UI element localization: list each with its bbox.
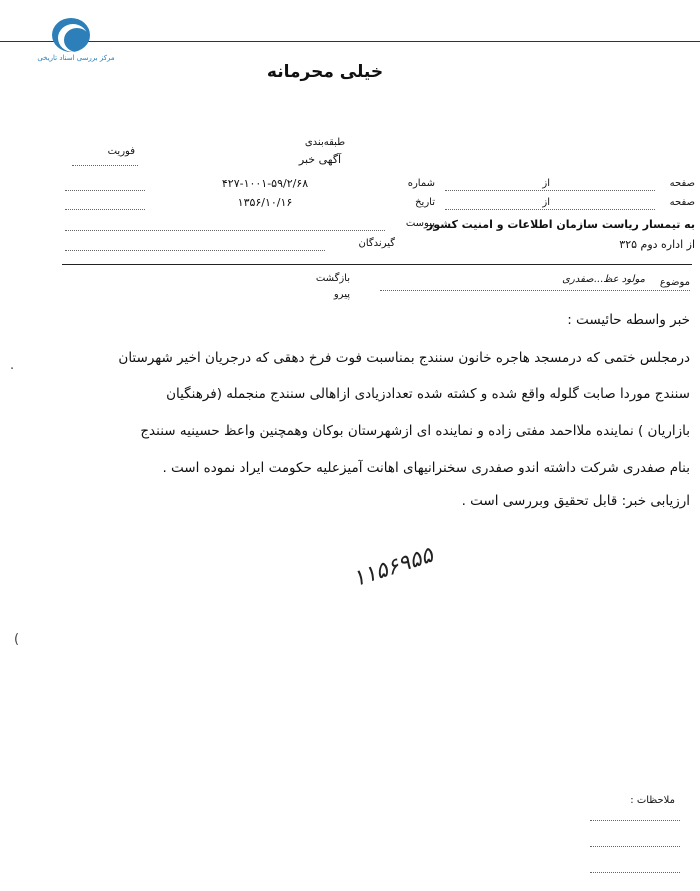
subject-line [380, 290, 690, 291]
body-intro: خبر واسطه حائیست : [567, 312, 690, 328]
page-label-1: صفحه [669, 178, 695, 189]
notes-line-2 [590, 846, 680, 847]
date-label: تاریخ [415, 197, 435, 208]
attachment-line [65, 230, 385, 231]
notes-label: ملاحظات : [630, 795, 675, 806]
follow-label: پیرو [333, 289, 350, 300]
return-label: بازگشت [315, 273, 350, 284]
addressee-line: به تیمسار ریاست سازمان اطلاعات و امنیت کشور [427, 218, 695, 231]
assessment-line: ارزیابی خبر: قابل تحقیق وبررسی است . [461, 493, 690, 509]
number-value: ۴۲۷-۱۰۰۱-۵۹/۲/۶۸ [221, 177, 309, 190]
margin-bracket-mark: ( [14, 632, 20, 647]
attachment-label: پیوست [405, 218, 435, 229]
header-separator [62, 264, 692, 265]
subject-value: مولود عظ...صفدری [562, 274, 645, 285]
archive-logo-text: مرکز بررسی اسناد تاریخی [37, 54, 115, 62]
margin-tick-mark: . [10, 358, 15, 373]
handwritten-number: ۱۱۵۶۹۵۵ [349, 542, 437, 593]
number-label: شماره [407, 178, 435, 189]
body-line-1: درمجلس ختمی که درمسجد هاجره خانون سنندج بمناسبت فوت فرخ دهقی که درجریان اخیر شهرستان [118, 350, 690, 366]
date-value: ۱۳۵۶/۱۰/۱۶ [237, 196, 293, 209]
notes-line-3 [590, 872, 680, 873]
from-line: از اداره دوم ۳۲۵ [619, 238, 695, 251]
archive-logo-icon [52, 18, 90, 52]
archive-logo [30, 18, 122, 70]
classification-label: طبقه‌بندی [304, 137, 346, 148]
body-line-4: بنام صفدری شرکت داشته اندو صفدری سخنرانیهای اهانت آمیزعلیه حکومت ایراد نموده است . [162, 460, 690, 476]
number-left-line [65, 190, 145, 191]
recipients-label: گیرندگان [358, 238, 395, 249]
priority-line [72, 165, 138, 166]
from-label-2: از [542, 197, 550, 208]
classification-title: خیلی محرمانه [266, 62, 384, 82]
date-left-line [65, 209, 145, 210]
page-line-2 [445, 209, 655, 210]
priority-label: فوریت [107, 146, 135, 157]
notes-line-1 [590, 820, 680, 821]
body-line-3: بازاریان ) نماینده ملااحمد مفتی زاده و نماینده ای ازشهرستان بوکان وهمچنین واعظ حسینیه سنندج [140, 423, 690, 439]
subject-label: موضوع [659, 277, 690, 288]
body-line-2: سنندج موردا صابت گلوله واقع شده و کشته شده تعدادزیادی ازاهالی سنندج منجمله (فرهنگیان [166, 386, 690, 402]
from-label-1: از [542, 178, 550, 189]
classification-value: آگهی خبر [298, 153, 342, 166]
recipients-line [65, 250, 325, 251]
page-line-1 [445, 190, 655, 191]
page-label-2: صفحه [669, 197, 695, 208]
